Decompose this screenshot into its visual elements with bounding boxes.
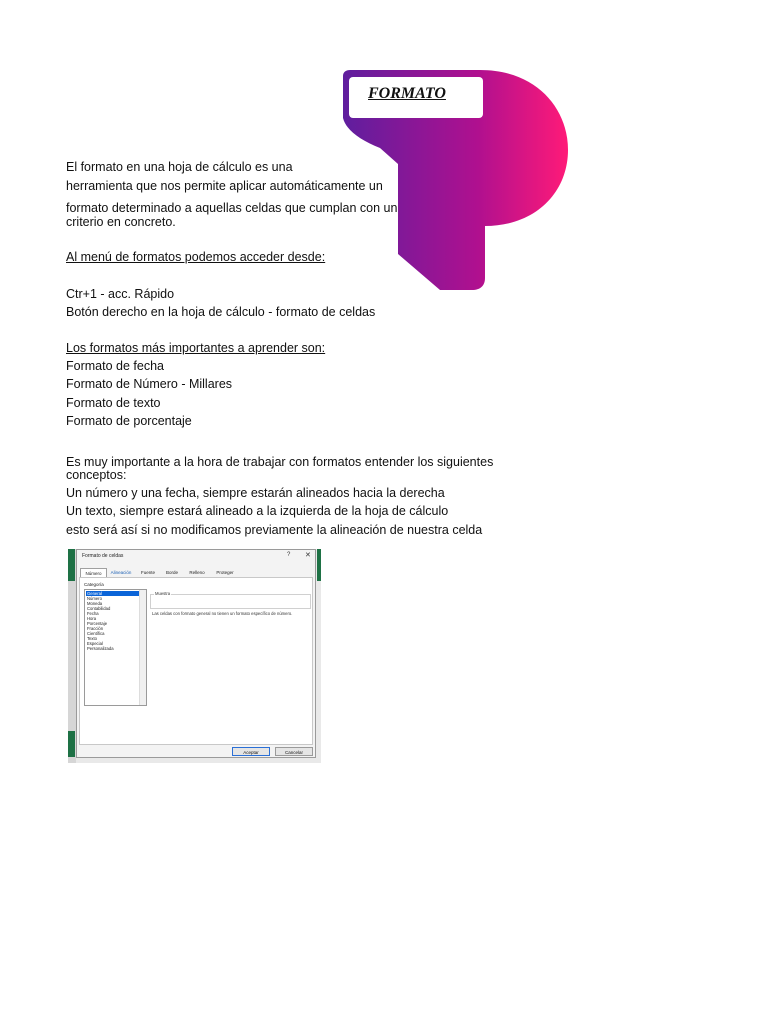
access-item: Botón derecho en la hoja de cálculo - formato de celdas — [66, 305, 376, 319]
intro-line: herramienta que nos permite aplicar automáticamente un — [66, 179, 383, 193]
intro-line: El formato en una hoja de cálculo es una — [66, 160, 293, 174]
access-item: Ctr+1 - acc. Rápido — [66, 287, 175, 301]
category-item[interactable]: Fracción — [87, 626, 104, 631]
formats-item: Formato de texto — [66, 396, 161, 410]
category-item[interactable]: General — [86, 591, 139, 596]
tab-fuente[interactable]: Fuente — [140, 570, 155, 575]
formats-item: Formato de porcentaje — [66, 414, 192, 428]
close-icon[interactable]: ✕ — [305, 552, 311, 559]
category-item[interactable]: Personalizada — [87, 646, 114, 651]
tab-alineacion[interactable]: Alineación — [110, 570, 132, 575]
tab-numero[interactable]: Número — [80, 568, 107, 577]
sheet-accent — [68, 549, 75, 581]
cancel-button[interactable]: Cancelar — [275, 747, 313, 756]
category-item[interactable]: Especial — [87, 641, 103, 646]
category-scrollbar[interactable] — [139, 590, 146, 705]
access-heading: Al menú de formatos podemos acceder desde: — [66, 250, 326, 264]
sample-box — [150, 594, 311, 609]
category-item[interactable]: Porcentaje — [87, 621, 108, 626]
concepts-line: conceptos: — [66, 468, 127, 482]
category-item[interactable]: Científica — [87, 631, 105, 636]
help-icon[interactable]: ? — [287, 552, 291, 558]
tab-proteger[interactable]: Proteger — [216, 570, 234, 575]
tab-borde[interactable]: Borde — [165, 570, 178, 575]
category-label: Categoría — [84, 582, 104, 587]
number-panel — [79, 577, 313, 745]
formats-item: Formato de fecha — [66, 359, 164, 373]
sheet-accent — [317, 549, 321, 581]
category-item[interactable]: Hora — [87, 616, 97, 621]
dialog-title: Formato de celdas — [82, 553, 124, 559]
page-title: FORMATO — [368, 85, 446, 102]
concepts-line: Un número y una fecha, siempre estarán alineados hacia la derecha — [66, 486, 445, 500]
ok-button[interactable]: Aceptar — [232, 747, 270, 756]
category-item[interactable]: Contabilidad — [87, 606, 111, 611]
formats-item: Formato de Número - Millares — [66, 377, 233, 391]
sample-label: Muestra — [155, 591, 171, 596]
format-cells-dialog — [76, 549, 316, 758]
formats-heading: Los formatos más importantes a aprender son: — [66, 341, 326, 355]
category-item[interactable]: Fecha — [87, 611, 99, 616]
intro-line: formato determinado a aquellas celdas que cumplan con un — [66, 201, 398, 215]
intro-line: criterio en concreto. — [66, 215, 176, 229]
format-description: Las celdas con formato general no tienen un formato específico de número. — [152, 611, 293, 616]
concepts-line: Un texto, siempre estará alineado a la izquierda de la hoja de cálculo — [66, 504, 449, 518]
category-item[interactable]: Número — [87, 596, 102, 601]
concepts-line: esto será así si no modificamos previamente la alineación de nuestra celda — [66, 523, 483, 537]
category-item[interactable]: Moneda — [87, 601, 103, 606]
category-item[interactable]: Texto — [87, 636, 98, 641]
format-cells-screenshot — [68, 549, 321, 763]
category-list[interactable] — [84, 589, 147, 706]
concepts-line: Es muy importante a la hora de trabajar con formatos entender los siguientes — [66, 455, 494, 469]
tab-relleno[interactable]: Relleno — [189, 570, 205, 575]
sheet-accent — [68, 731, 75, 757]
